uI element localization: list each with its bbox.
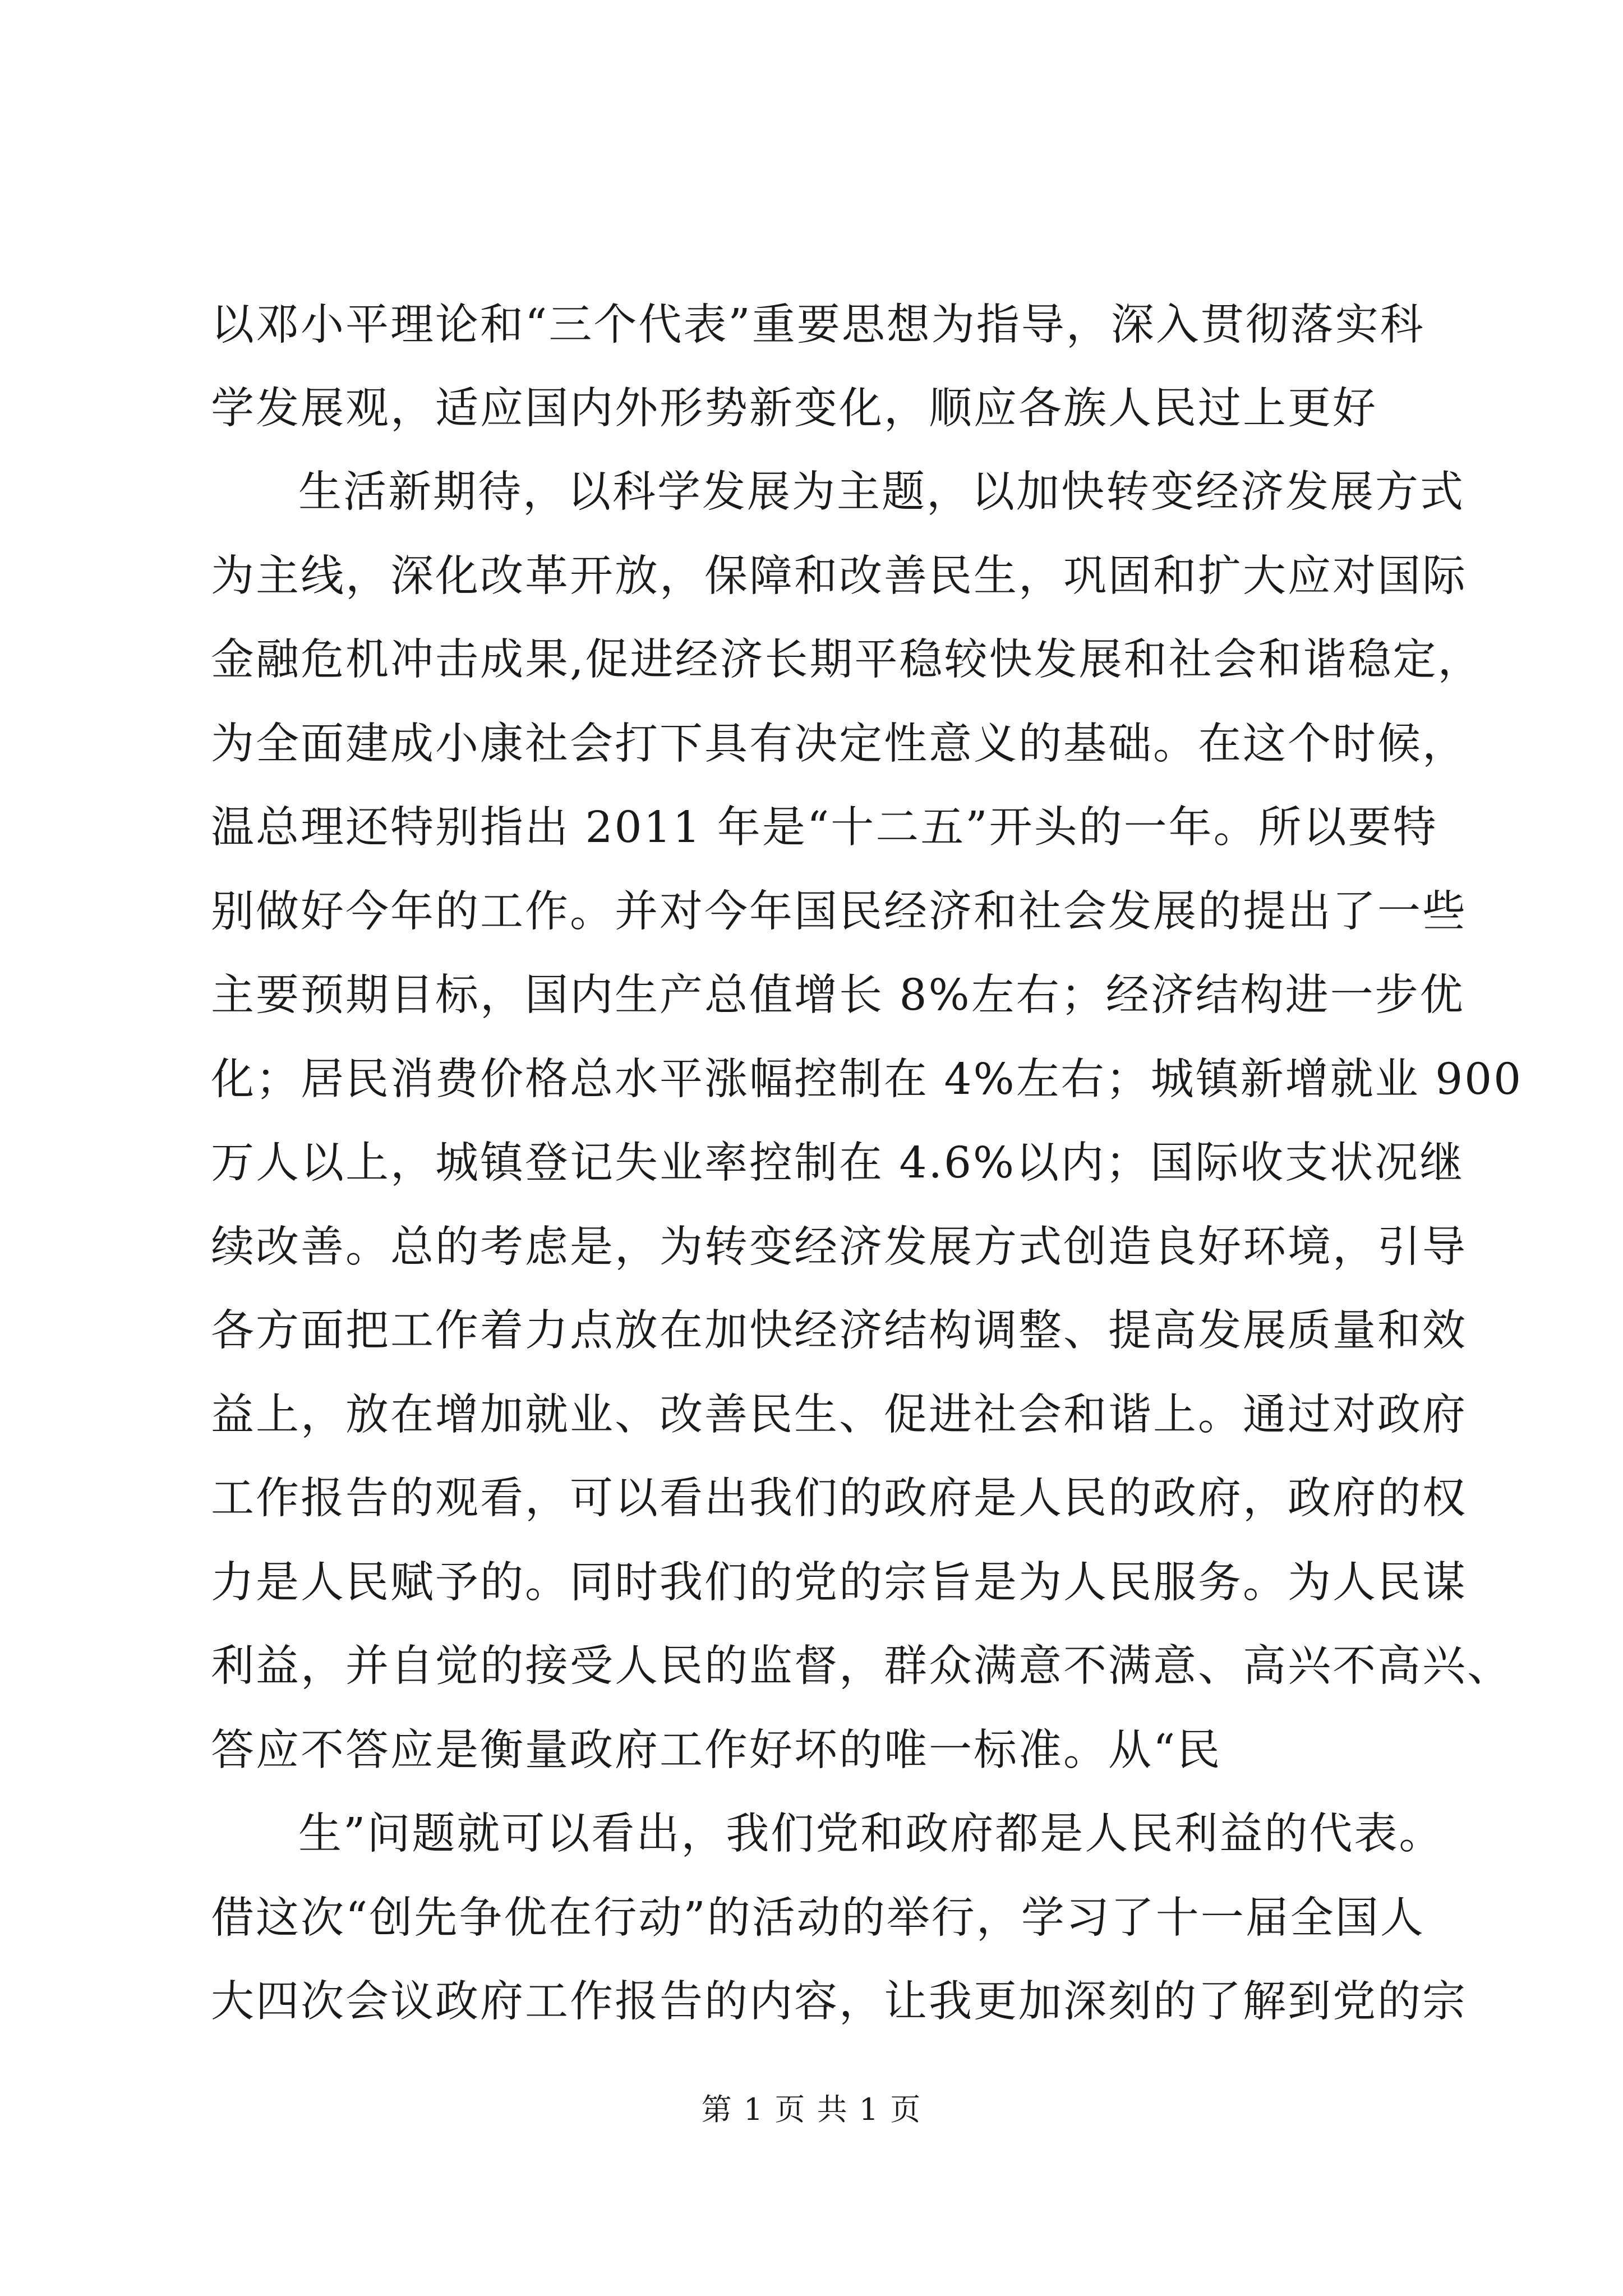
text-line-6: 为全面建成小康社会打下具有决定性意义的基础。在这个时候，	[211, 719, 1467, 769]
text-line-9: 主要预期目标，国内生产总值增长 8%左右；经济结构进一步优	[211, 970, 1465, 1020]
text-line-3: 生活新期待，以科学发展为主题，以加快转变经济发展方式	[298, 467, 1465, 517]
text-line-1: 以邓小平理论和“三个代表”重要思想为指导，深入贯彻落实科	[211, 300, 1425, 350]
text-line-10: 化；居民消费价格总水平涨幅控制在 4%左右；城镇新增就业 900	[211, 1055, 1523, 1105]
text-line-13: 各方面把工作着力点放在加快经济结构调整、提高发展质量和效	[211, 1306, 1467, 1356]
text-line-11: 万人以上，城镇登记失业率控制在 4.6%以内；国际收支状况继	[211, 1138, 1465, 1188]
text-line-8: 别做好今年的工作。并对今年国民经济和社会发展的提出了一些	[211, 887, 1467, 937]
text-line-14: 益上，放在增加就业、改善民生、促进社会和谐上。通过对政府	[211, 1390, 1467, 1440]
text-line-20: 借这次“创先争优在行动”的活动的举行，学习了十一届全国人	[211, 1893, 1425, 1943]
text-line-18: 答应不答应是衡量政府工作好坏的唯一标准。从“民	[211, 1726, 1222, 1775]
text-line-4: 为主线，深化改革开放，保障和改善民生，巩固和扩大应对国际	[211, 551, 1467, 601]
text-line-17: 利益，并自觉的接受人民的监督，群众满意不满意、高兴不高兴、	[211, 1641, 1512, 1691]
page-number-footer: 第 1 页 共 1 页	[701, 2092, 922, 2127]
text-line-7: 温总理还特别指出 2011 年是“十二五”开头的一年。所以要特	[211, 803, 1438, 853]
text-line-19: 生”问题就可以看出，我们党和政府都是人民利益的代表。	[298, 1809, 1444, 1859]
text-line-2: 学发展观，适应国内外形势新变化，顺应各族人民过上更好	[211, 384, 1377, 434]
text-line-12: 续改善。总的考虑是，为转变经济发展方式创造良好环境，引导	[211, 1222, 1467, 1272]
text-line-5: 金融危机冲击成果,促进经济长期平稳较快发展和社会和谐稳定，	[211, 635, 1483, 685]
text-line-21: 大四次会议政府工作报告的内容，让我更加深刻的了解到党的宗	[211, 1977, 1467, 2027]
text-line-16: 力是人民赋予的。同时我们的党的宗旨是为人民服务。为人民谋	[211, 1558, 1467, 1608]
text-line-15: 工作报告的观看，可以看出我们的政府是人民的政府，政府的权	[211, 1474, 1467, 1524]
